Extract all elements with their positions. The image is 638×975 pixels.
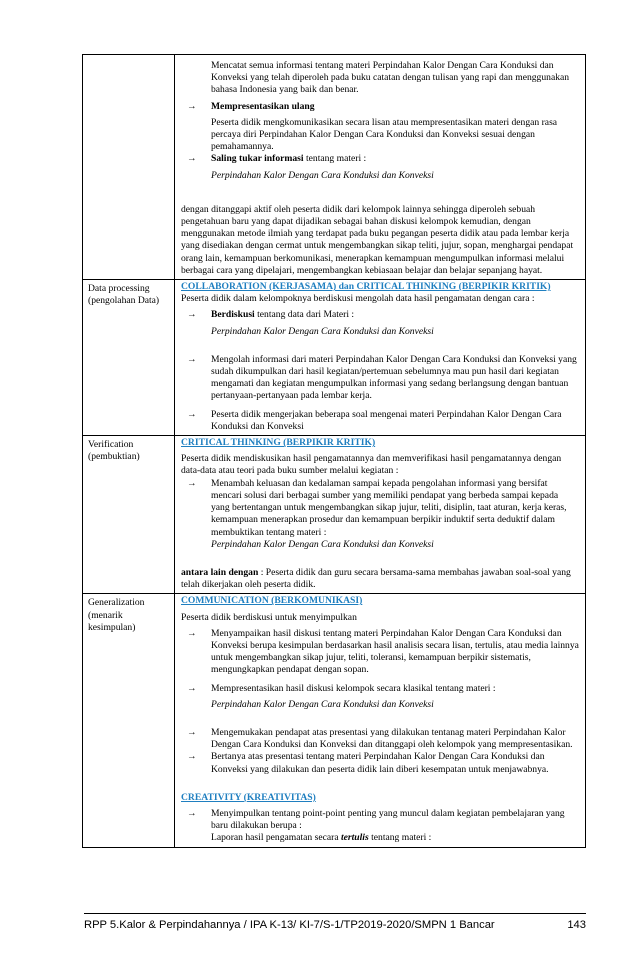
arrow-icon: → — [187, 408, 197, 420]
list-item-text: tentang data dari Materi : — [254, 309, 355, 321]
topic-text: Perpindahan Kalor Dengan Cara Konduksi dan Konveksi — [211, 169, 434, 181]
list-item — [181, 354, 579, 403]
paragraph — [181, 567, 579, 591]
topic-text: Perpindahan Kalor Dengan Cara Konduksi dan Konveksi — [211, 538, 434, 550]
paragraph-text: Laporan hasil pengamatan secara — [211, 832, 341, 844]
paragraph: Peserta didik mendiskusikan hasil pengamatannya dan memverifikasi hasil pengamatannya dengan data-data atau teori pada buku sumber melalui kegiatan : — [181, 453, 562, 477]
section-title: COLLABORATION (KERJASAMA) dan CRITICAL THINKING (BERPIKIR KRITIK) — [181, 281, 551, 293]
table-row — [83, 279, 585, 435]
activity-cell — [175, 55, 585, 279]
topic-text: Perpindahan Kalor Dengan Cara Konduksi dan Konveksi — [211, 325, 434, 337]
lesson-plan-table — [82, 54, 586, 848]
stage-label: Verification (pembuktian) — [83, 436, 175, 593]
arrow-icon: → — [187, 751, 197, 763]
paragraph: Peserta didik mengkomunikasikan secara lisan atau mempresentasikan materi dengan rasa percaya diri Perpindahan Kalor Dengan Cara Konduksi dan Konveksi sesuai dengan pemahamannya. — [211, 116, 558, 153]
list-item — [181, 751, 579, 775]
list-item-label: Mempresentasikan ulang — [211, 100, 315, 112]
stage-label: Data processing (pengolahan Data) — [83, 280, 175, 435]
activity-cell — [175, 594, 585, 846]
list-item-text: Bertanya atas presentasi tentang materi Perpindahan Kalor Dengan Cara Konduksi dan Konveksi yang dilakukan dan peserta didik lain diberi kesempatan untuk menjawabnya. — [211, 751, 549, 775]
paragraph: Mencatat semua informasi tentang materi Perpindahan Kalor Dengan Cara Konduksi dan Konveksi yang telah diperoleh pada buku catatan dengan tulisan yang rapi dan menggunakan bahasa Indonesia yang baik dan benar. — [211, 60, 570, 96]
list-item-text: Peserta didik mengerjakan beberapa soal mengenai materi Perpindahan Kalor Dengan Cara Konduksi dan Konveksi — [211, 408, 562, 432]
paragraph-text: tentang materi : — [368, 832, 432, 844]
list-item — [181, 309, 579, 321]
list-item — [181, 628, 579, 677]
topic-text: Perpindahan Kalor Dengan Cara Konduksi dan Konveksi — [211, 698, 434, 710]
paragraph — [181, 832, 579, 844]
section-title: CRITICAL THINKING (BERPIKIR KRITIK) — [181, 437, 376, 449]
list-item — [181, 153, 579, 165]
section-title: COMMUNICATION (BERKOMUNIKASI) — [181, 595, 363, 607]
arrow-icon: → — [187, 309, 197, 321]
arrow-icon: → — [187, 353, 197, 365]
list-item-bold: Saling tukar informasi — [211, 153, 304, 165]
arrow-icon: → — [187, 627, 197, 639]
paragraph: Peserta didik dalam kelompoknya berdiskusi mengolah data hasil pengamatan dengan cara : — [181, 293, 535, 305]
section-title: CREATIVITY (KREATIVITAS) — [181, 791, 316, 803]
activity-cell — [175, 436, 585, 593]
table-row — [83, 593, 585, 846]
page-footer — [84, 913, 586, 931]
list-item — [181, 101, 579, 113]
paragraph: Peserta didik berdiskusi untuk menyimpulkan — [181, 611, 357, 623]
list-item-text: Menyimpulkan tentang point-point penting yang muncul dalam kegiatan pembelajaran yang baru dilakukan berupa : — [211, 807, 565, 832]
arrow-icon: → — [187, 477, 197, 489]
table-row — [83, 435, 585, 593]
list-item-text: Mempresentasikan hasil diskusi kelompok secara klasikal tentang materi : — [211, 682, 496, 694]
activity-cell — [175, 280, 585, 435]
paragraph-text: : Peserta didik dan guru secara bersama-sama membahas jawaban soal-soal yang telah dikerjakan oleh peserta didik. — [181, 566, 571, 591]
list-item-text: Menambah keluasan dan kedalaman sampai kepada pengolahan informasi yang bersifat mencari solusi dari berbagai sumber yang memiliki pendapat yang berbeda sampai kepada yang bertentangan untuk mengembangkan sikap jujur, teliti, disiplin, taat aturan, kerja keras, kemampuan menerapkan prosedur dan kemampuan berpikir induktif serta deduktif dalam membuktikan tentang materi : — [211, 477, 567, 538]
arrow-icon: → — [187, 726, 197, 738]
arrow-icon: → — [187, 682, 197, 694]
page-number: 143 — [567, 919, 586, 931]
list-item-text: Menyampaikan hasil diskusi tentang materi Perpindahan Kalor Dengan Cara Konduksi dan Konveksi berupa kesimpulan berdasarkan hasil analisis secara lisan, tertulis, atau media lainnya untuk mengembangkan sikap jujur, teliti, toleransi, kemampuan berpikir sistematis, mengungkapkan pendapat dengan sopan. — [211, 627, 579, 676]
list-item-text: tentang materi : — [303, 153, 367, 165]
stage-cell — [83, 55, 175, 279]
list-item-bold: Berdiskusi — [211, 309, 255, 321]
list-item — [181, 478, 579, 539]
arrow-icon: → — [187, 100, 197, 112]
footer-title: RPP 5.Kalor & Perpindahannya / IPA K-13/ KI-7/S-1/TP2019-2020/SMPN 1 Bancar — [84, 919, 495, 931]
arrow-icon: → — [187, 807, 197, 819]
list-item — [181, 409, 579, 433]
list-item — [181, 727, 579, 751]
paragraph: dengan ditanggapi aktif oleh peserta didik dari kelompok lainnya sehingga diperoleh sebuah pengetahuan baru yang dapat dijadikan sebagai bahan diskusi kelompok kemudian, dengan menggunakan metode ilmiah yang terdapat pada buku pegangan peserta didik atau pada lembar kerja yang disediakan dengan cermat untuk mengembangkan sikap teliti, jujur, sopan, menghargai pendapat orang lain, kemampuan berkomunikasi, menerapkan kemampuan mengumpulkan informasi melalui berbagai cara yang dipelajari, mengembangkan kebiasaan belajar dan belajar sepanjang hayat. — [181, 203, 574, 276]
list-item — [181, 808, 579, 832]
arrow-icon: → — [187, 153, 197, 165]
paragraph-bold: antara lain dengan — [181, 566, 259, 578]
paragraph-emphasis: tertulis — [340, 832, 369, 844]
table-row — [83, 55, 585, 279]
list-item — [181, 683, 579, 695]
list-item-text: Mengolah informasi dari materi Perpindahan Kalor Dengan Cara Konduksi dan Konveksi yang sudah dikumpulkan dari hasil kegiatan/pertemuan sebelumnya mau pun hasil dari kegiatan mengamati dan kegiatan mengumpulkan informasi yang sedang berlangsung dengan bantuan pertanyaan-pertanyaan pada lembar kerja. — [211, 353, 577, 402]
list-item-text: Mengemukakan pendapat atas presentasi yang dilakukan tentanag materi Perpindahan Kalor Dengan Cara Konduksi dan Konveksi dan ditanggapi oleh kelompok yang mempresentasikan. — [211, 726, 573, 751]
stage-label: Generalization (menarik kesimpulan) — [83, 594, 175, 846]
